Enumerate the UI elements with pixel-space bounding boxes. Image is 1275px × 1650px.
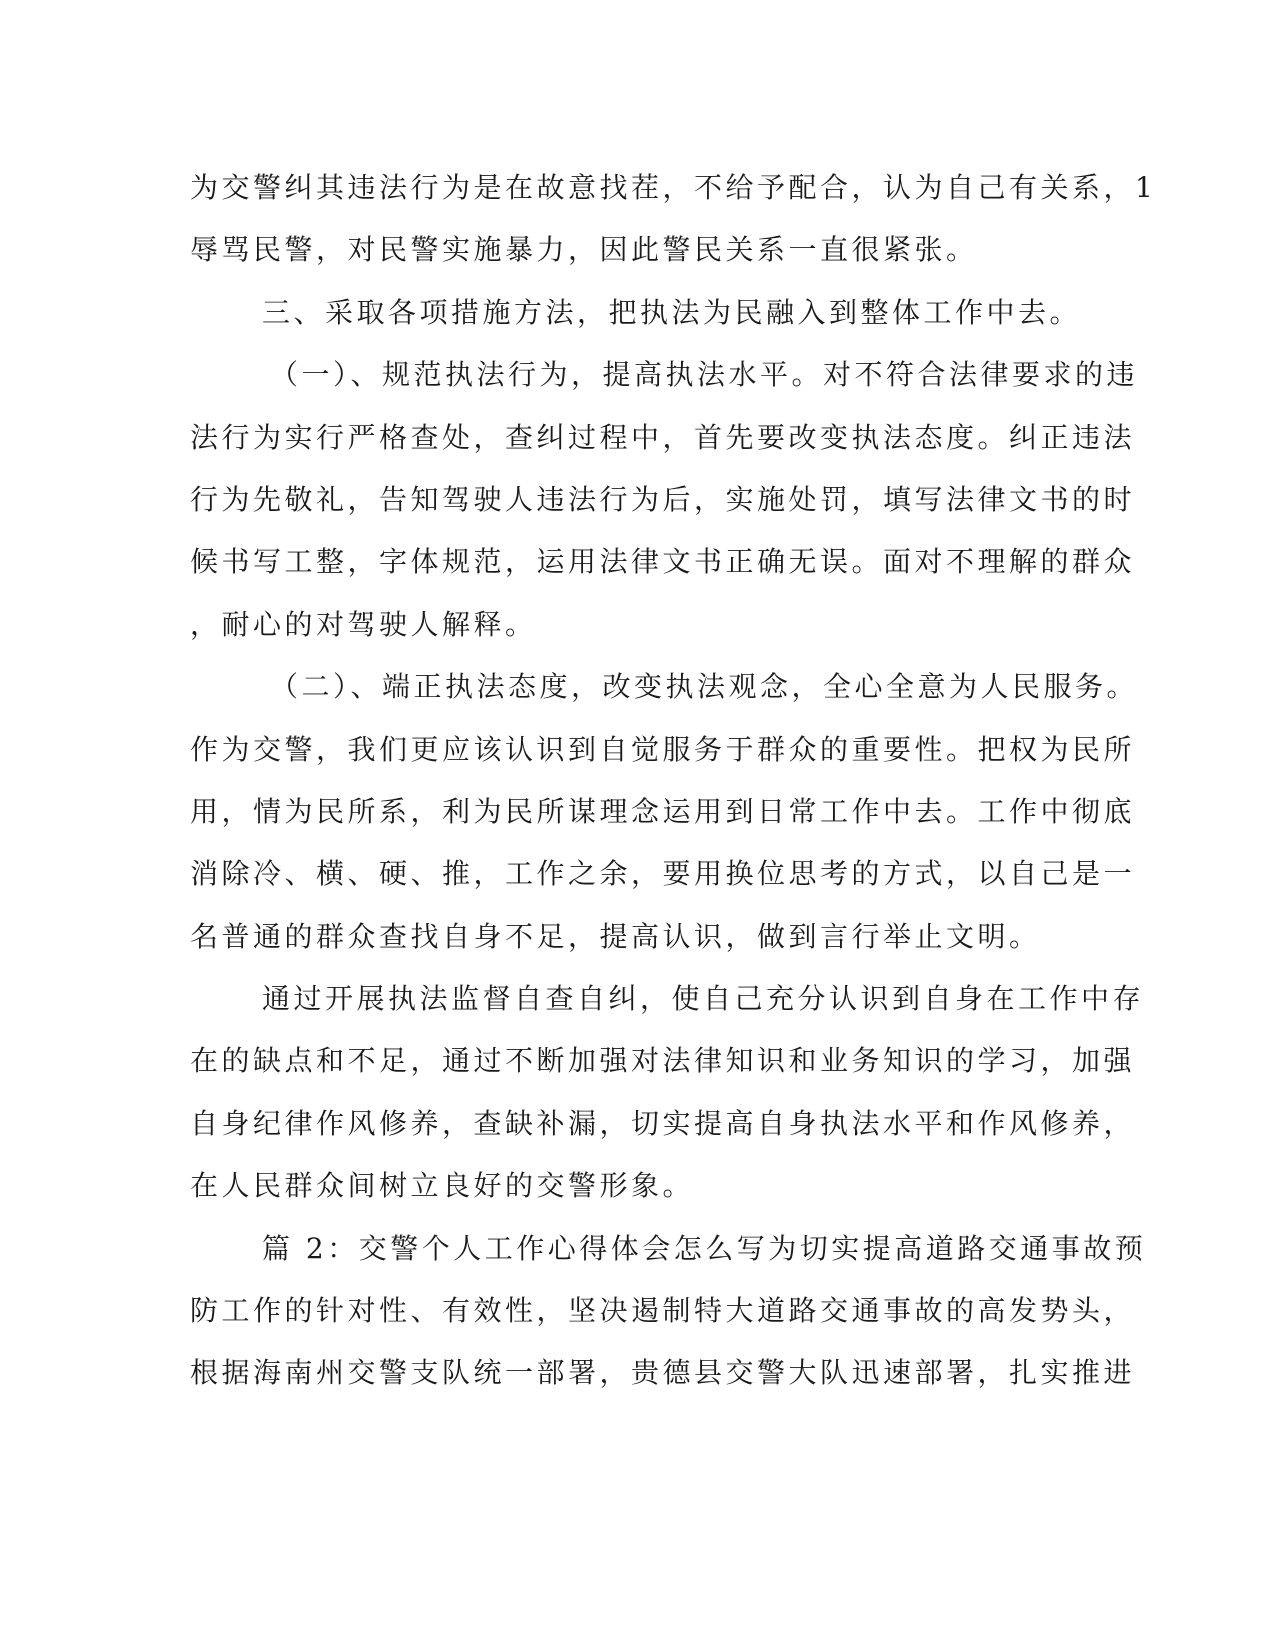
- text-line: 在人民群众间树立良好的交警形象。: [190, 1169, 695, 1203]
- text-line: 在的缺点和不足，通过不断加强对法律知识和业务知识的学习，加强: [190, 1044, 1136, 1078]
- subsection-heading-line: （一）、规范执法行为，提高执法水平。对不符合法律要求的违: [270, 358, 1139, 392]
- text-line: 防工作的针对性、有效性，坚决遏制特大道路交通事故的高发势头，: [190, 1294, 1136, 1328]
- text-line: ，耐心的对驾驶人解释。: [190, 607, 537, 641]
- text-line: 自身纪律作风修养，查缺补漏，切实提高自身执法水平和作风修养，: [190, 1106, 1136, 1140]
- text-line: 消除冷、横、硬、推，工作之余，要用换位思考的方式，以自己是一: [190, 857, 1136, 891]
- paragraph-start-line: 通过开展执法监督自查自纠，使自己充分认识到自身在工作中存: [262, 982, 1145, 1016]
- text-line: 行为先敬礼，告知驾驶人违法行为后，实施处罚，填写法律文书的时: [190, 482, 1136, 516]
- subsection-heading-line: （二）、端正执法态度，改变执法观念，全心全意为人民服务。: [270, 670, 1139, 704]
- chapter-start-line: 篇 2：交警个人工作心得体会怎么写为切实提高道路交通事故预: [262, 1231, 1147, 1265]
- section-heading: 三、采取各项措施方法，把执法为民融入到整体工作中去。: [262, 295, 1082, 329]
- text-line: 名普通的群众查找自身不足，提高认识，做到言行举止文明。: [190, 919, 1041, 953]
- text-line: 为交警纠其违法行为是在故意找茬，不给予配合，认为自己有关系，1: [190, 171, 1157, 204]
- text-line: 用，情为民所系，利为民所谋理念运用到日常工作中去。工作中彻底: [190, 794, 1136, 828]
- text-line: 法行为实行严格查处，查纠过程中，首先要改变执法态度。纠正违法: [190, 420, 1136, 454]
- text-line: 辱骂民警，对民警实施暴力，因此警民关系一直很紧张。: [190, 233, 978, 267]
- text-line: 根据海南州交警支队统一部署，贵德县交警大队迅速部署，扎实推进: [190, 1356, 1136, 1390]
- document-body: [190, 157, 1157, 1405]
- text-line: 候书写工整，字体规范，运用法律文书正确无误。面对不理解的群众: [190, 545, 1136, 579]
- text-line: 作为交警，我们更应该认识到自觉服务于群众的重要性。把权为民所: [190, 732, 1136, 766]
